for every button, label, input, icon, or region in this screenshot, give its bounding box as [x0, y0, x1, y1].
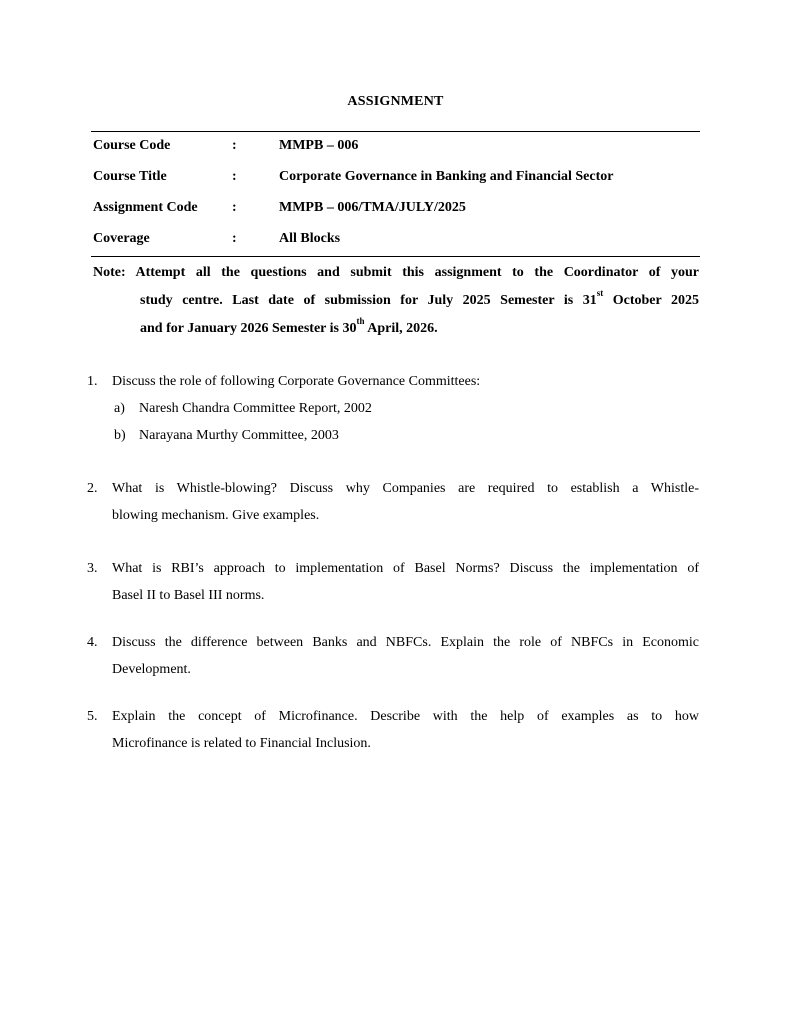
note-line-1: Note: Attempt all the questions and submit this assignment to the Coordinator of your [93, 265, 699, 280]
question-text-line-2: Basel II to Basel III norms. [112, 588, 265, 603]
assignment-code-row [91, 194, 700, 225]
note-line-3-text: and for January 2026 Semester is 30 [140, 321, 357, 336]
coverage-label: Coverage [93, 231, 150, 246]
submission-note [93, 259, 699, 343]
sub-question-number: b) [114, 428, 126, 443]
sub-question-text: Naresh Chandra Committee Report, 2002 [139, 401, 372, 416]
course-title-label: Course Title [93, 169, 167, 184]
question-text-line-1: Explain the concept of Microfinance. Describe with the help of examples as to how [112, 709, 699, 724]
note-line-2-superscript: st [596, 288, 604, 299]
course-info-table [91, 131, 700, 257]
course-code-value: MMPB – 006 [279, 138, 359, 153]
question-4 [87, 629, 699, 683]
question-number: 4. [87, 635, 98, 650]
question-number: 2. [87, 481, 98, 496]
question-text: Discuss the role of following Corporate Governance Committees: [112, 374, 481, 389]
question-number: 3. [87, 561, 98, 576]
note-line-3 [93, 315, 699, 343]
question-text-line-1: What is Whistle-blowing? Discuss why Companies are required to establish a Whistle- [112, 481, 699, 496]
course-title-value: Corporate Governance in Banking and Financial Sector [279, 169, 614, 184]
assignment-code-colon: : [232, 200, 237, 215]
question-5 [87, 703, 699, 757]
sub-question-text: Narayana Murthy Committee, 2003 [139, 428, 339, 443]
course-code-colon: : [232, 138, 237, 153]
note-line-2 [93, 287, 699, 315]
course-title-row [91, 163, 700, 194]
coverage-colon: : [232, 231, 237, 246]
question-2 [87, 475, 699, 529]
course-title-colon: : [232, 169, 237, 184]
assignment-code-label: Assignment Code [93, 200, 198, 215]
question-number: 5. [87, 709, 98, 724]
question-1 [87, 368, 699, 449]
coverage-row [91, 225, 700, 256]
note-line-3-end: April, 2026. [364, 321, 438, 336]
sub-question-a [87, 395, 699, 422]
note-line-2-text: study centre. Last date of submission for July 2025 Semester is 31 [140, 293, 597, 308]
sub-question-b [87, 422, 699, 449]
assignment-code-value: MMPB – 006/TMA/JULY/2025 [279, 200, 466, 215]
question-number: 1. [87, 374, 98, 389]
page-title: ASSIGNMENT [347, 94, 444, 109]
question-text-line-2: Development. [112, 662, 191, 677]
question-text-line-2: blowing mechanism. Give examples. [112, 508, 320, 523]
question-text-line-2: Microfinance is related to Financial Inclusion. [112, 736, 371, 751]
question-text-line-1: Discuss the difference between Banks and NBFCs. Explain the role of NBFCs in Economic [112, 635, 699, 650]
note-line-3-superscript: th [356, 316, 365, 327]
note-line-2-end: October 2025 [603, 293, 699, 308]
question-3 [87, 555, 699, 609]
coverage-value: All Blocks [279, 231, 341, 246]
question-text-line-1: What is RBI’s approach to implementation of Basel Norms? Discuss the implementation of [112, 561, 699, 576]
course-code-row [91, 132, 700, 163]
sub-question-number: a) [114, 401, 125, 416]
course-code-label: Course Code [93, 138, 171, 153]
